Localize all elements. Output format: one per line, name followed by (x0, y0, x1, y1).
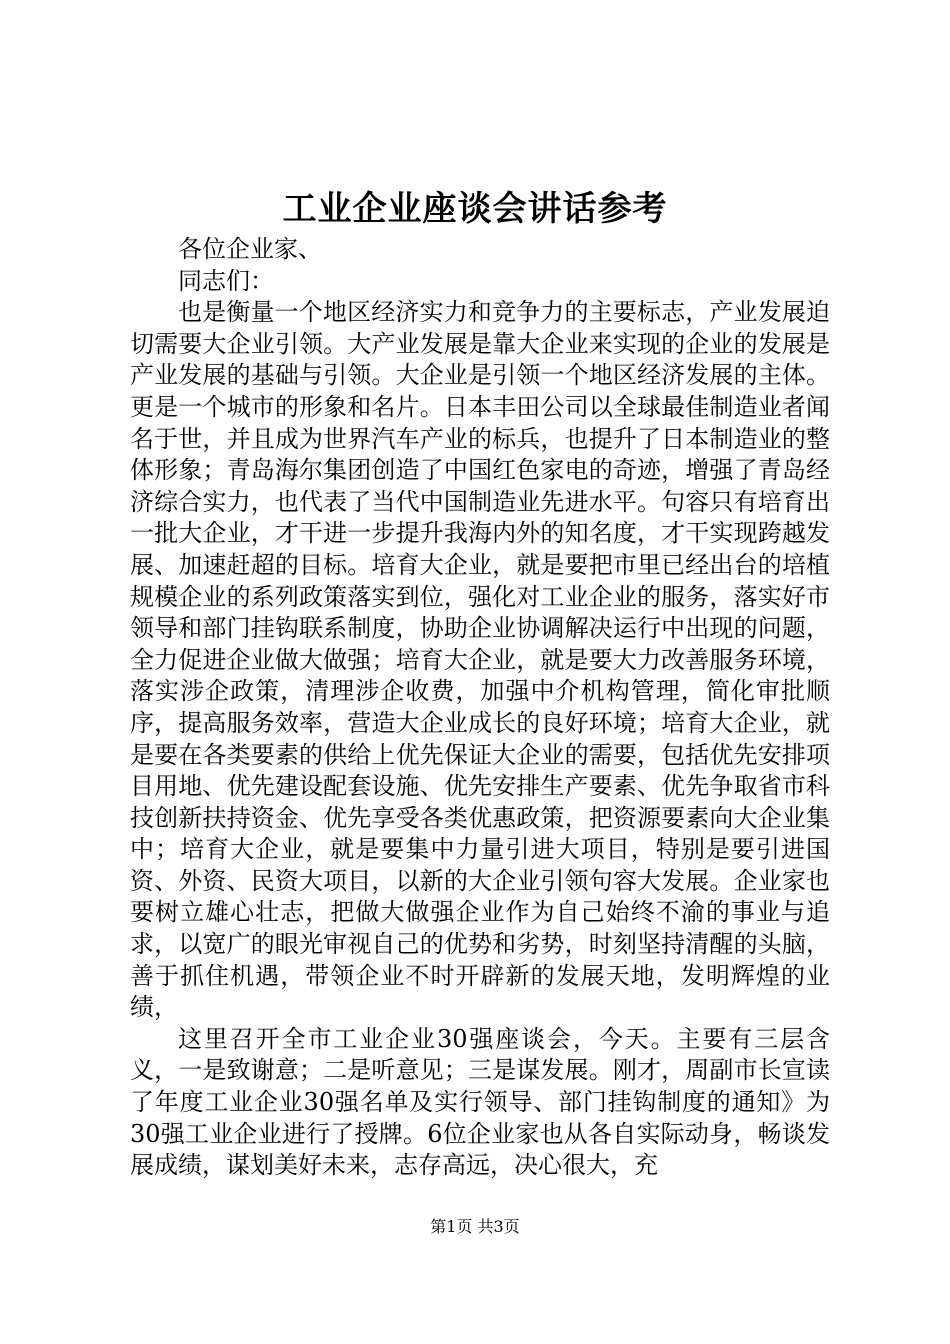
body-paragraph: 也是衡量一个地区经济实力和竞争力的主要标志，产业发展迫切需要大企业引领。大产业发展是靠大企业来实现的企业的发展是产业发展的基础与引领。大企业是引领一个地区经济发展的主体。更是一个城市的形象和名片。日本丰田公司以全球最佳制造业者闻名于世，并且成为世界汽车产业的标兵，也提升了日本制造业的整体形象；青岛海尔集团创造了中国红色家电的奇迹，增强了青岛经济综合实力，也代表了当代中国制造业先进水平。句容只有培育出一批大企业，才干进一步提升我海内外的知名度，才干实现跨越发展、加速赶超的目标。培育大企业，就是要把市里已经出台的培植规模企业的系列政策落实到位，强化对工业企业的服务，落实好市领导和部门挂钩联系制度，协助企业协调解决运行中出现的问题，全力促进企业做大做强；培育大企业，就是要大力改善服务环境，落实涉企政策，清理涉企收费，加强中介机构管理，简化审批顺序，提高服务效率，营造大企业成长的良好环境；培育大企业，就是要在各类要素的供给上优先保证大企业的需要，包括优先安排项目用地、优先建设配套设施、优先安排生产要素、优先争取省市科技创新扶持资金、优先享受各类优惠政策，把资源要素向大企业集中；培育大企业，就是要集中力量引进大项目，特别是要引进国资、外资、民资大项目，以新的大企业引领句容大发展。企业家也要树立雄心壮志，把做大做强企业作为自己始终不渝的事业与追求，以宽广的眼光审视自己的优势和劣势，时刻坚持清醒的头脑，善于抓住机遇，带领企业不时开辟新的发展天地，发明辉煌的业绩， (130, 298, 830, 1022)
page-footer: 第1页 共3页 (430, 1217, 520, 1236)
body-paragraph: 这里召开全市工业企业30强座谈会，今天。主要有三层含义，一是致谢意；二是听意见；三是谋发展。刚才，周副市长宣读了年度工业企业30强名单及实行领导、部门挂钩制度的通知》为30强工业企业进行了授牌。6位企业家也从各自实际动身，畅谈发展成绩，谋划美好未来，志存高远，决心很大，充 (130, 1024, 830, 1180)
document-body (130, 234, 830, 1182)
document-title: 工业企业座谈会讲话参考 (282, 189, 668, 229)
salutation-line: 各位企业家、 (178, 235, 322, 263)
salutation-line: 同志们： (178, 266, 274, 295)
